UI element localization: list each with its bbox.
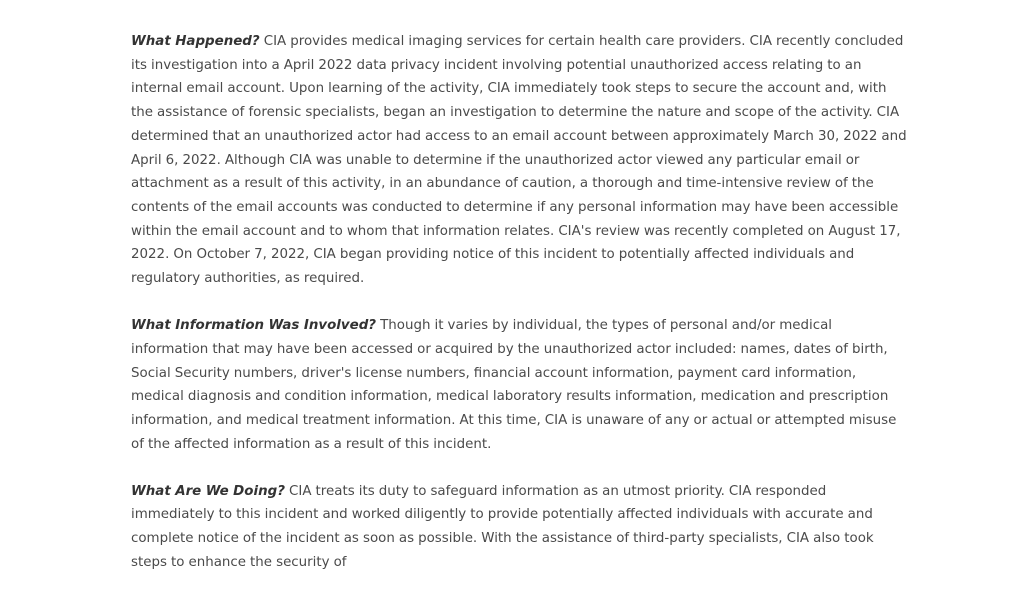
- section-body: CIA treats its duty to safeguard information as an utmost priority. CIA responded immediately to this incident and worked diligently to provide potentially affected individuals with accurate and complete notice of the incident as soon as possible. With the assistance of third-party specialists, CIA also took steps to enhance the security of: [131, 483, 874, 570]
- section-heading: What Information Was Involved?: [131, 318, 377, 334]
- section-heading: What Happened?: [131, 34, 260, 49]
- section-body: Though it varies by individual, the types of personal and/or medical information that may have been accessed or acquired by the unauthorized actor included: names, dates of birth, Social Security numbers, driver's license numbers, financial account information, payment card information, medical diagnosis and condition information, medical laboratory results information, medication and prescription information, and medical treatment information. At this time, CIA is unaware of any or actual or attempted misuse of the affected information as a result of this incident.: [131, 318, 897, 452]
- section-what-happened: [131, 30, 911, 291]
- section-body: CIA provides medical imaging services for certain health care providers. CIA recently concluded its investigation into a April 2022 data privacy incident involving potential unauthorized access relating to an internal email account. Upon learning of the activity, CIA immediately took steps to secure the account and, with the assistance of forensic specialists, began an investigation to determine the nature and scope of the activity. CIA determined that an unauthorized actor had access to an email account between approximately March 30, 2022 and April 6, 2022. Although CIA was unable to determine if the unauthorized actor viewed any particular email or attachment as a result of this activity, in an abundance of caution, a thorough and time-intensive review of the contents of the email accounts was conducted to determine if any personal information may have been accessible within the email account and to whom that information relates. CIA's review was recently completed on August 17, 2022. On October 7, 2022, CIA began providing notice of this incident to potentially affected individuals and regulatory authorities, as required.: [131, 34, 907, 287]
- notice-content: [131, 30, 911, 598]
- section-what-information-was-involved: [131, 314, 911, 456]
- section-what-are-we-doing: [131, 480, 911, 575]
- section-heading: What Are We Doing?: [131, 483, 285, 499]
